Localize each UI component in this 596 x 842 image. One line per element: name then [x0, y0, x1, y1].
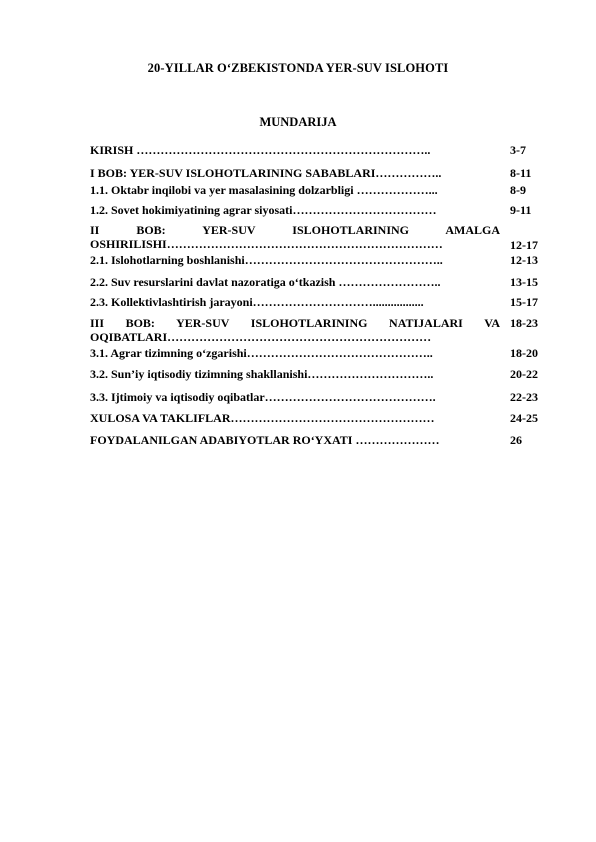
document-title: 20-YILLAR O‘ZBEKISTONDA YER-SUV ISLOHOTI	[147, 61, 449, 75]
toc-entry-pages: 12-17	[510, 238, 538, 252]
toc-entry-pages: 24-25	[510, 411, 538, 425]
toc-entry-pages: 20-22	[510, 367, 538, 381]
toc-entry-pages: 15-17	[510, 295, 538, 309]
toc-entry-pages: 18-20	[510, 346, 538, 360]
toc-entry-pages: 26	[510, 433, 522, 447]
toc-entry-pages: 9-11	[510, 203, 532, 217]
toc-entry-pages: 12-13	[510, 253, 538, 267]
toc-entry-text: 3.2. Sun’iy iqtisodiy tizimning shakllanishi…………………………..	[90, 367, 434, 381]
toc-entry-text: 1.2. Sovet hokimiyatining agrar siyosati………………………………	[90, 203, 437, 217]
toc-entry-text: FOYDALANILGAN ADABIYOTLAR RO‘YXATI …………………	[90, 433, 440, 447]
toc-entry-text: III BOB: YER-SUV ISLOHOTLARINING NATIJALARI VA OQIBATLARI…………………………………………………………	[90, 316, 500, 344]
toc-entry-text: KIRISH ………………………………………………………………..	[90, 143, 431, 157]
toc-entry-pages: 18-23	[510, 316, 538, 330]
toc-entry-pages: 22-23	[510, 390, 538, 404]
toc-entry-pages: 13-15	[510, 275, 538, 289]
toc-entry-text: 3.1. Agrar tizimning o‘zgarishi………………………………………..	[90, 346, 433, 360]
toc-entry-text: 1.1. Oktabr inqilobi va yer masalasining dolzarbligi ………………...	[90, 183, 438, 197]
toc-entry-text: 2.1. Islohotlarning boshlanishi…………………………………………..	[90, 253, 443, 267]
toc-entry-pages: 8-9	[510, 183, 526, 197]
toc-entry-text: 2.2. Suv resurslarini davlat nazoratiga o‘tkazish ……………………..	[90, 275, 441, 289]
toc-entry-text: 2.3. Kollektivlashtirish jarayoni………………………….................	[90, 295, 424, 309]
toc-entry-pages: 8-11	[510, 166, 532, 180]
toc-entry-text: II BOB: YER-SUV ISLOHOTLARINING AMALGA OSHIRILISHI……………………………………………………………	[90, 223, 500, 251]
toc-entry-text: I BOB: YER-SUV ISLOHOTLARINING SABABLARI……………..	[90, 166, 442, 180]
toc-entry-text: XULOSA VA TAKLIFLAR……………………………………………	[90, 411, 435, 425]
toc-entry-pages: 3-7	[510, 143, 526, 157]
toc-entry-text: 3.3. Ijtimoiy va iqtisodiy oqibatlar…………………………………….	[90, 390, 436, 404]
toc-heading: MUNDARIJA	[259, 115, 337, 129]
